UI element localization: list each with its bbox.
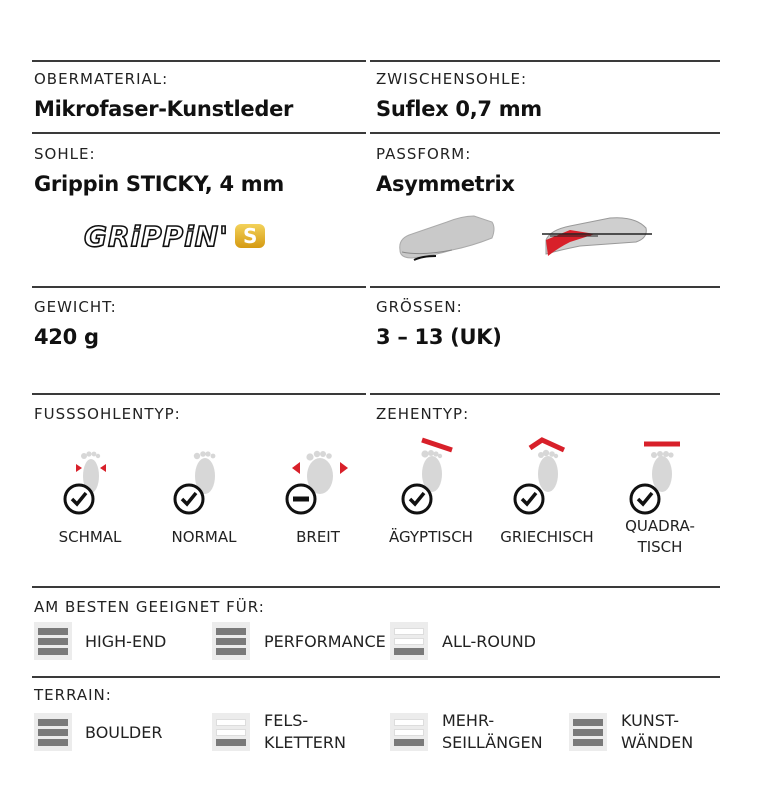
groessen-label: GRÖSSEN: (376, 298, 463, 316)
terrain-felsklettern-label-2: KLETTERN (264, 733, 346, 752)
gewicht-label: GEWICHT: (34, 298, 117, 316)
rule (370, 393, 720, 395)
geeignet-label: AM BESTEN GEEIGNET FÜR: (34, 598, 265, 616)
rule (32, 286, 366, 288)
zehentyp-quadratisch-label-1: QUADRA- (625, 517, 695, 535)
passform-label: PASSFORM: (376, 145, 472, 163)
level-bars-icon (569, 713, 607, 751)
check-circle-icon (512, 482, 546, 516)
passform-value: Asymmetrix (376, 172, 515, 196)
terrain-mehrseillaengen-label-2: SEILLÄNGEN (442, 733, 543, 752)
zehentyp-label: ZEHENTYP: (376, 405, 470, 423)
minus-circle-icon (284, 482, 318, 516)
geeignet-all-round-label: ALL-ROUND (442, 632, 536, 651)
groessen-value: 3 – 13 (UK) (376, 325, 502, 349)
zehentyp-aegyptisch-label: ÄGYPTISCH (389, 528, 473, 546)
obermaterial-label: OBERMATERIAL: (34, 70, 169, 88)
zwischensohle-label: ZWISCHENSOHLE: (376, 70, 527, 88)
asymmetrix-sole-icon (540, 212, 655, 262)
terrain-kunstwaenden-label-1: KUNST- (621, 711, 679, 730)
grippin-logo (84, 220, 265, 254)
terrain-mehrseillaengen-label-1: MEHR- (442, 711, 495, 730)
level-bars-icon (212, 622, 250, 660)
check-circle-icon (400, 482, 434, 516)
obermaterial-value: Mikrofaser-Kunstleder (34, 97, 294, 121)
rule (32, 586, 720, 588)
shoe-side-icon (392, 210, 502, 270)
sohle-value: Grippin STICKY, 4 mm (34, 172, 284, 196)
rule (32, 676, 720, 678)
terrain-kunstwaenden-label-2: WÄNDEN (621, 733, 694, 752)
geeignet-high-end-label: HIGH-END (85, 632, 167, 651)
zehentyp-griechisch-label: GRIECHISCH (500, 528, 594, 546)
check-circle-icon (628, 482, 662, 516)
zwischensohle-value: Suflex 0,7 mm (376, 97, 542, 121)
fusssohle-normal-label: NORMAL (171, 528, 237, 546)
check-circle-icon (172, 482, 206, 516)
rule (370, 286, 720, 288)
check-circle-icon (62, 482, 96, 516)
grippin-s-badge: S (235, 224, 265, 248)
terrain-label: TERRAIN: (34, 686, 112, 704)
rule (32, 60, 366, 62)
rule (370, 132, 720, 134)
level-bars-icon (212, 713, 250, 751)
fusssohle-schmal-label: SCHMAL (58, 528, 122, 546)
rule (32, 393, 366, 395)
terrain-boulder-label: BOULDER (85, 723, 163, 742)
sohle-label: SOHLE: (34, 145, 96, 163)
rule (370, 60, 720, 62)
rule (32, 132, 366, 134)
terrain-felsklettern-label-1: FELS- (264, 711, 309, 730)
level-bars-icon (390, 622, 428, 660)
fusssohlentyp-label: FUSSSOHLENTYP: (34, 405, 181, 423)
grippin-logo-text: GRiPPiN' (84, 220, 229, 253)
level-bars-icon (34, 713, 72, 751)
level-bars-icon (34, 622, 72, 660)
fusssohle-breit-label: BREIT (296, 528, 340, 546)
gewicht-value: 420 g (34, 325, 99, 349)
zehentyp-quadratisch-label-2: TISCH (637, 538, 683, 556)
geeignet-performance-label: PERFORMANCE (264, 632, 386, 651)
level-bars-icon (390, 713, 428, 751)
